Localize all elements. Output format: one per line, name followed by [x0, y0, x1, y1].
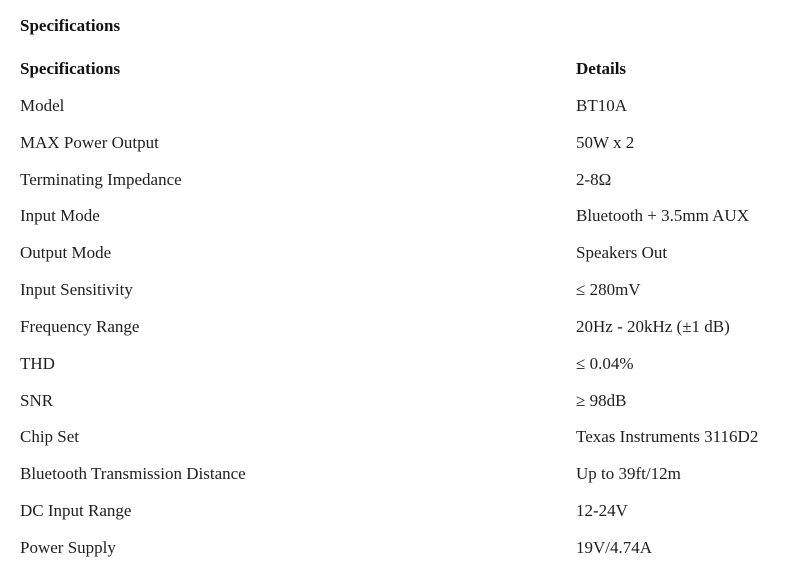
table-row [20, 272, 795, 309]
spec-value: BT10A [576, 95, 627, 115]
spec-name: Input Sensitivity [20, 280, 133, 300]
specifications-table [20, 51, 795, 567]
spec-name: Frequency Range [20, 316, 140, 336]
spec-value: ≤ 0.04% [576, 353, 634, 373]
table-row [20, 530, 795, 567]
table-row [20, 198, 795, 235]
spec-name: Power Supply [20, 537, 116, 557]
table-row [20, 125, 795, 162]
table-row [20, 309, 795, 346]
spec-value: ≤ 280mV [576, 280, 641, 300]
table-row [20, 162, 795, 199]
spec-value: 19V/4.74A [576, 537, 653, 557]
spec-name: Output Mode [20, 243, 112, 263]
table-header-row [20, 51, 795, 88]
table-row [20, 346, 795, 383]
spec-name: DC Input Range [20, 501, 132, 521]
table-row [20, 493, 795, 530]
spec-value: 50W x 2 [576, 132, 635, 152]
spec-name: Input Mode [20, 206, 100, 226]
table-row [20, 419, 795, 456]
spec-value: 2-8Ω [576, 169, 612, 189]
spec-name: Chip Set [20, 427, 80, 447]
table-row [20, 383, 795, 420]
section-title: Specifications [20, 16, 121, 35]
spec-value: ≥ 98dB [576, 390, 627, 410]
spec-name: Bluetooth Transmission Distance [20, 464, 246, 484]
spec-value: Speakers Out [576, 243, 668, 263]
spec-name: THD [20, 353, 55, 373]
table-row [20, 88, 795, 125]
spec-value: Texas Instruments 3116D2 [576, 427, 759, 447]
spec-value: Up to 39ft/12m [576, 464, 681, 484]
spec-name: Model [20, 95, 65, 115]
table-row [20, 235, 795, 272]
spec-value: 12-24V [576, 501, 628, 521]
spec-name: SNR [20, 390, 54, 410]
header-details: Details [576, 59, 627, 78]
header-specifications: Specifications [20, 59, 121, 78]
spec-value: 20Hz - 20kHz (±1 dB) [576, 316, 730, 336]
spec-value: Bluetooth + 3.5mm AUX [576, 206, 749, 226]
table-row [20, 456, 795, 493]
spec-name: MAX Power Output [20, 132, 159, 152]
spec-name: Terminating Impedance [20, 169, 182, 189]
